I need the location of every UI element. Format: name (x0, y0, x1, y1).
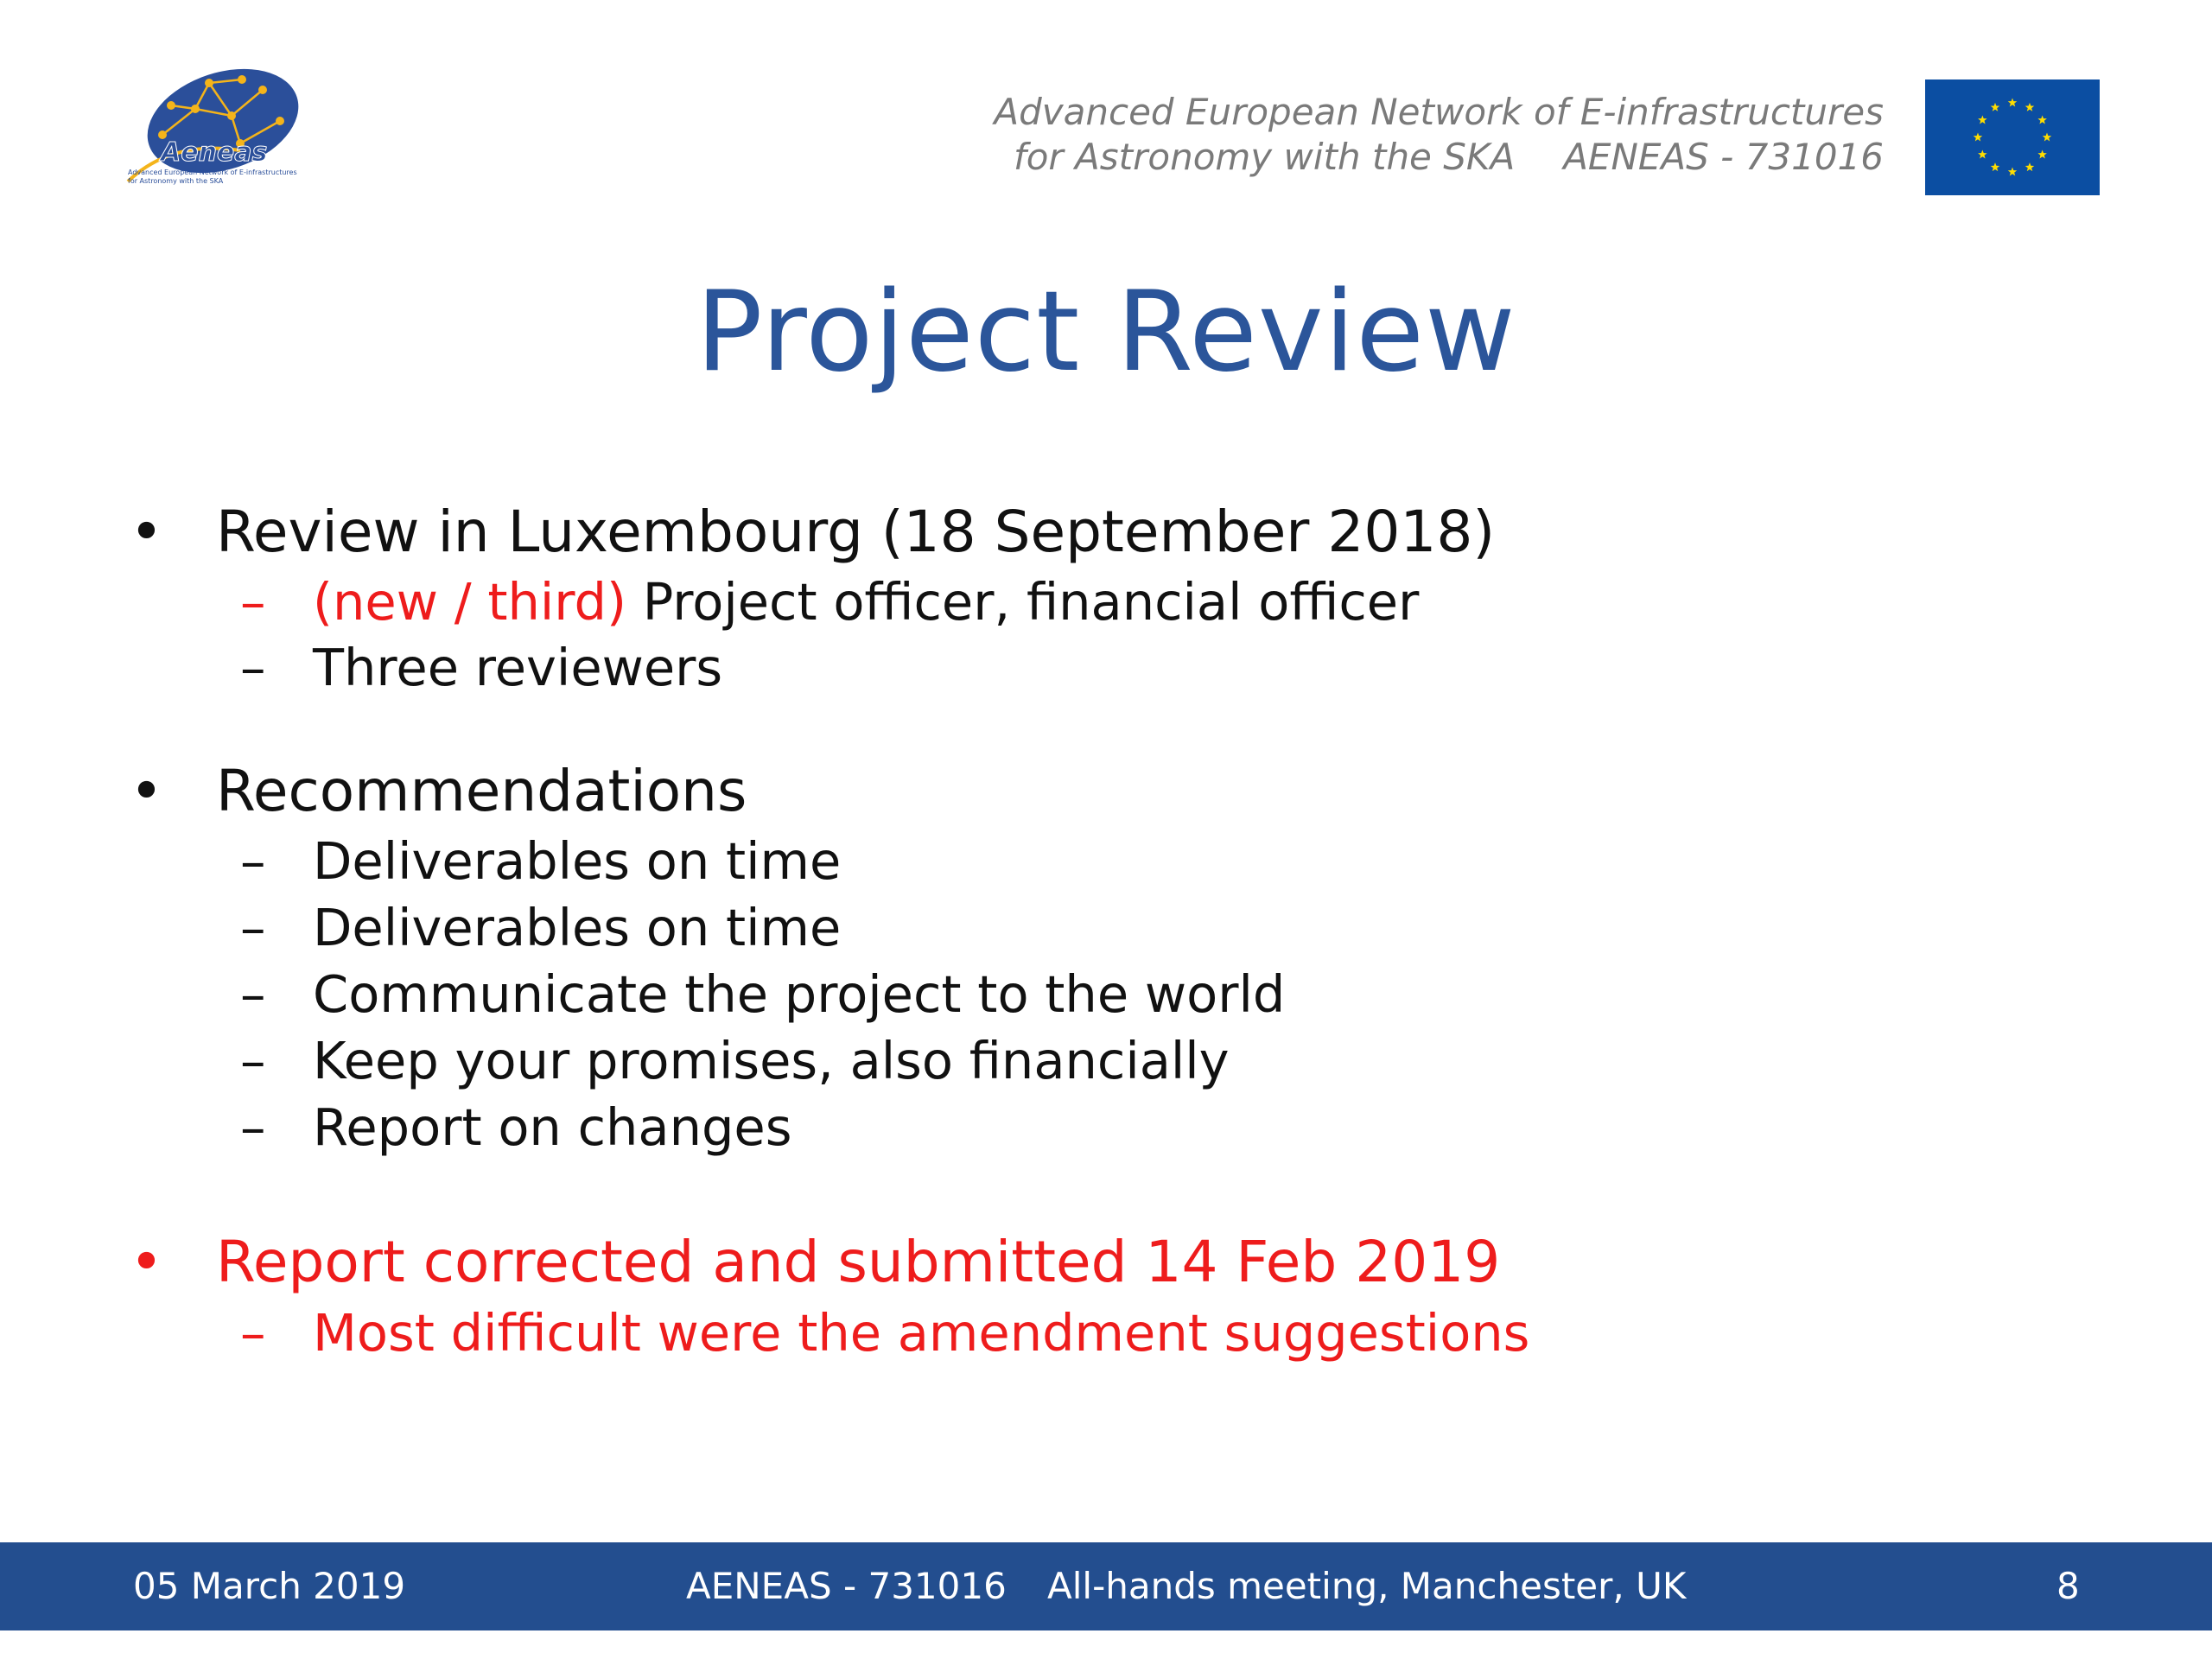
tagline-line-2 (933, 135, 1884, 180)
sub-bullet-text: Deliverables on time (313, 831, 842, 891)
tagline-line-2-text: for Astronomy with the SKA (1013, 136, 1516, 178)
logo-subtitle-2: for Astronomy with the SKA (128, 177, 224, 185)
footer-date: 05 March 2019 (133, 1565, 406, 1607)
footer-project: AENEAS - 731016 (686, 1565, 1007, 1607)
sub-bullet-text: Deliverables on time (313, 898, 842, 957)
tagline-line-1: Advanced European Network of E-infrastructures (994, 91, 1884, 133)
footer-bar (0, 1542, 2212, 1630)
sub-bullet-rest: Project officer, financial officer (626, 572, 1420, 632)
aeneas-logo-graphic (111, 60, 370, 199)
sub-bullet-text: Communicate the project to the world (313, 964, 1286, 1024)
logo-wordmark: Aeneas (161, 137, 268, 168)
sub-bullet-text: Report on changes (313, 1097, 792, 1157)
highlight-new-third: (new / third) (313, 572, 626, 632)
aeneas-logo (111, 60, 370, 199)
eu-flag-icon (1925, 79, 2100, 195)
footer-page-number: 8 (2056, 1565, 2080, 1607)
bullet-text: Review in Luxembourg (18 September 2018) (216, 499, 1496, 565)
dash-marker: – (240, 1303, 266, 1363)
dash-marker: – (240, 1097, 266, 1157)
sub-bullet-text: Keep your promises, also financially (313, 1031, 1230, 1090)
dash-marker: – (240, 964, 266, 1024)
sub-bullet-text: Three reviewers (313, 638, 723, 697)
bullet-text: Report corrected and submitted 14 Feb 2019 (216, 1229, 1501, 1295)
tagline-project-ref: AENEAS - 731016 (1563, 136, 1884, 178)
dash-marker: – (240, 831, 266, 891)
footer-meeting: All-hands meeting, Manchester, UK (1047, 1565, 1687, 1607)
dash-marker: – (240, 638, 266, 697)
dash-marker: – (240, 1031, 266, 1090)
page-title: Project Review (696, 268, 1516, 397)
dash-marker: – (240, 572, 266, 632)
sub-bullet-text: Most difficult were the amendment suggestions (313, 1303, 1530, 1363)
header-tagline (933, 90, 1884, 180)
logo-subtitle-1: Advanced European Network of E-infrastructures (128, 168, 297, 176)
bullet-text: Recommendations (216, 758, 747, 824)
bullet-marker: • (130, 1229, 163, 1295)
eu-flag-graphic (1925, 79, 2100, 195)
eu-flag-background (1925, 79, 2100, 195)
bullet-marker: • (130, 499, 163, 565)
sub-bullet-text (313, 570, 1419, 634)
bullet-marker: • (130, 758, 163, 824)
dash-marker: – (240, 898, 266, 957)
